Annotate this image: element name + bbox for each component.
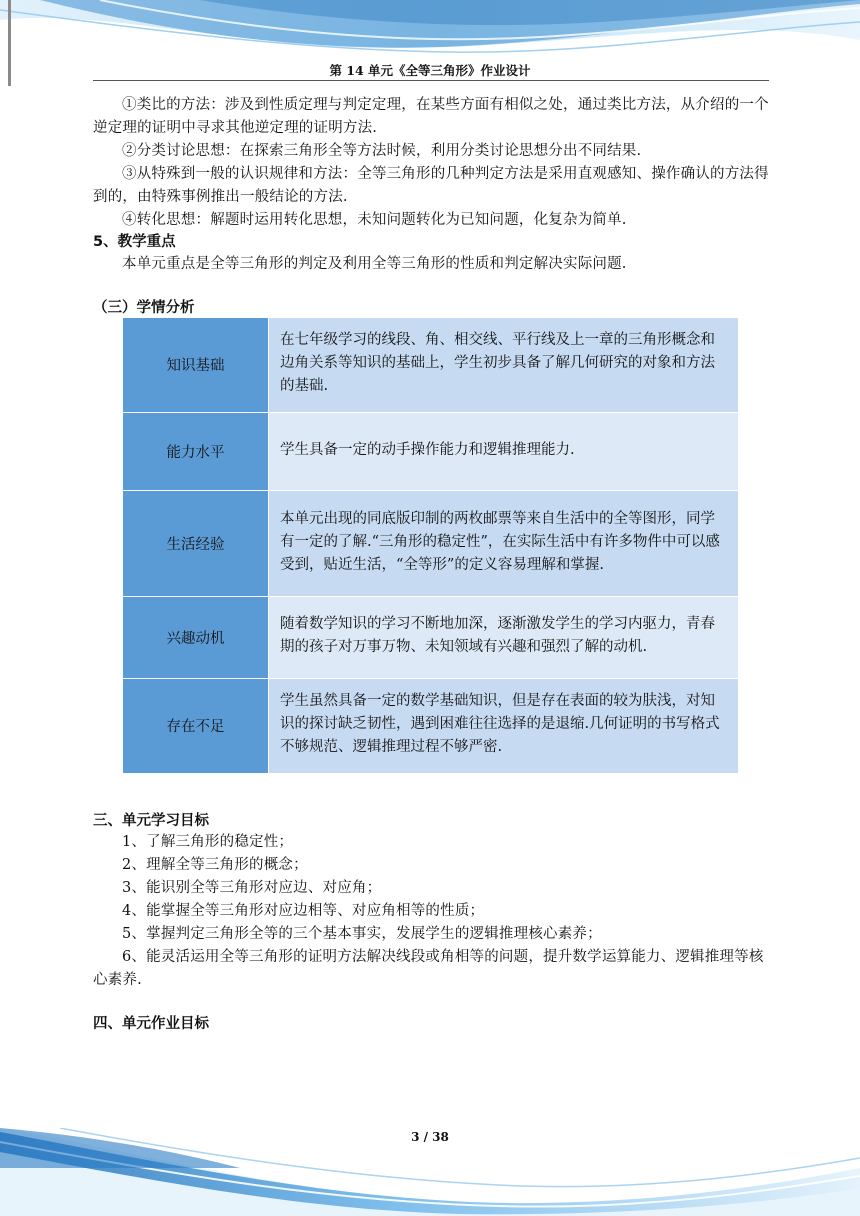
description-cell: 随着数学知识的学习不断地加深，逐渐激发学生的学习内驱力，青春期的孩子对万事万物、未知领域有兴趣和强烈了解的动机. (269, 596, 739, 678)
method-transformation: ④转化思想：解题时运用转化思想，未知问题转化为已知问题，化复杂为简单. (122, 212, 627, 228)
objective-item: 2、理解全等三角形的概念； (122, 857, 308, 873)
objective-item: 3、能识别全等三角形对应边、对应角； (122, 880, 382, 896)
homework-heading: 四、单元作业目标 (93, 1016, 209, 1032)
table-row (123, 318, 738, 412)
objective-item: 4、能掌握全等三角形对应边相等、对应角相等的性质； (122, 903, 485, 919)
category-cell: 生活经验 (123, 490, 269, 596)
header-title: 第 14 单元《全等三角形》作业设计 (329, 63, 531, 78)
description-cell: 本单元出现的同底版印制的两枚邮票等来自生活中的全等图形，同学有一定的了解.“三角形的稳定性”，在实际生活中有许多物件中可以感受到，贴近生活，“全等形”的定义容易理解和掌握. (269, 490, 739, 596)
description-cell: 学生具备一定的动手操作能力和逻辑推理能力. (269, 412, 739, 490)
category-cell: 知识基础 (123, 318, 269, 412)
table-row (123, 596, 738, 678)
header-rule (93, 80, 769, 81)
page-number: 3 / 38 (411, 1130, 449, 1144)
table-row (123, 412, 738, 490)
objectives-heading: 三、单元学习目标 (93, 813, 209, 829)
objective-item: 6、能灵活运用全等三角形的证明方法解决线段或角相等的问题，提升数学运算能力、逻辑推理等核心素养. (93, 949, 764, 988)
method-classification: ②分类讨论思想：在探索三角形全等方法时候，利用分类讨论思想分出不同结果. (122, 143, 642, 159)
category-cell: 兴趣动机 (123, 596, 269, 678)
method-analogy: ①类比的方法：涉及到性质定理与判定定理，在某些方面有相似之处，通过类比方法，从介绍的一个逆定理的证明中寻求其他逆定理的证明方法. (93, 97, 769, 136)
key-points-heading: 5、教学重点 (93, 234, 176, 250)
description-cell: 学生虽然具备一定的数学基础知识，但是存在表面的较为肤浅，对知识的探讨缺乏韧性，遇到困难往往选择的是退缩.几何证明的书写格式不够规范、逻辑推理过程不够严密. (269, 678, 739, 773)
table-row (123, 678, 738, 773)
table-row (123, 490, 738, 596)
category-cell: 存在不足 (123, 678, 269, 773)
method-special-to-general: ③从特殊到一般的认识规律和方法：全等三角形的几种判定方法是采用直观感知、操作确认的方法得到的，由特殊事例推出一般结论的方法. (93, 166, 769, 205)
key-points-text: 本单元重点是全等三角形的判定及利用全等三角形的性质和判定解决实际问题. (122, 256, 627, 272)
objective-item: 1、了解三角形的稳定性； (122, 834, 294, 850)
description-cell: 在七年级学习的线段、角、相交线、平行线及上一章的三角形概念和边角关系等知识的基础上，学生初步具备了解几何研究的对象和方法的基础. (269, 318, 739, 412)
analysis-heading: （三）学情分析 (93, 300, 195, 316)
category-cell: 能力水平 (123, 412, 269, 490)
student-analysis-table (123, 318, 738, 774)
objective-item: 5、掌握判定三角形全等的三个基本事实，发展学生的逻辑推理核心素养； (122, 926, 602, 942)
